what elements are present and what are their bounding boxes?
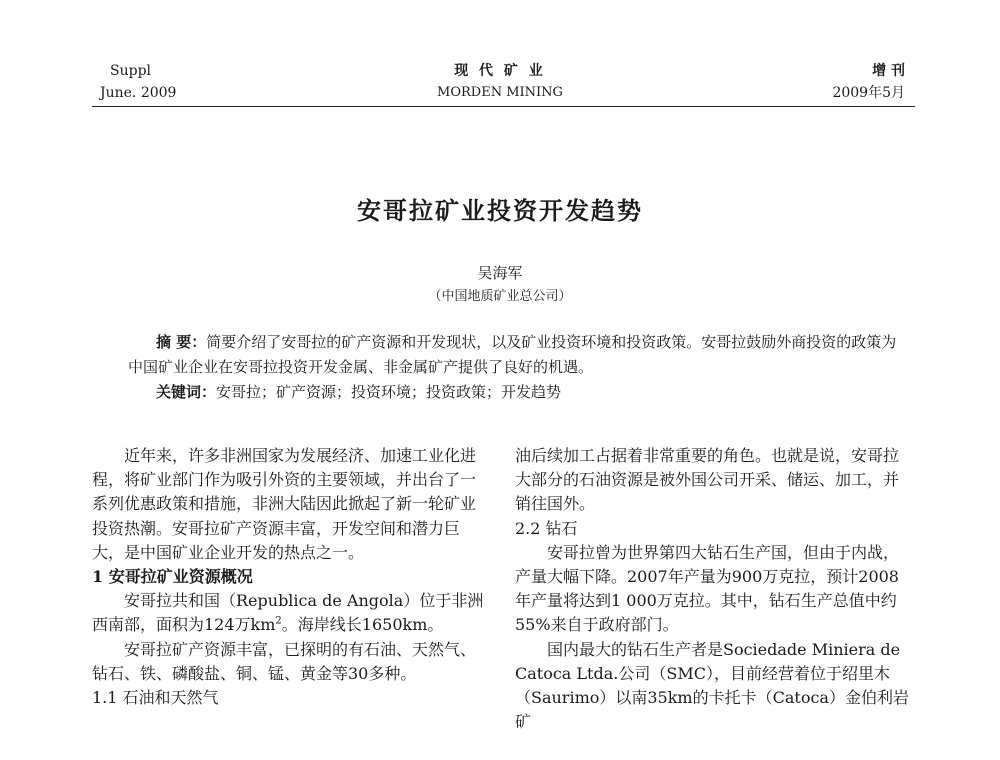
journal-name-en: MORDEN MINING: [437, 85, 563, 100]
header-issue-date: June. 2009: [100, 85, 177, 101]
subsection-heading: 1.1 石油和天然气: [92, 688, 219, 708]
subsection-heading: 2.2 钻石: [515, 518, 578, 538]
body-column-right: [515, 444, 910, 734]
keywords-text: 安哥拉；矿产资源；投资环境；投资政策；开发趋势: [216, 383, 562, 401]
paragraph: 国内最大的钻石生产者是Sociedade Miniera de Catoca Ltda.公司（SMC），目前经营着位于绍里木（Saurimo）以南35km的卡托卡（Catoca）金伯利岩矿: [515, 639, 909, 732]
header-date-cn: 2009年5月: [832, 85, 905, 101]
superscript: 2: [275, 616, 282, 628]
article-title: 安哥拉矿业投资开发趋势: [357, 196, 643, 225]
abstract-label: 摘 要：: [156, 333, 207, 351]
header-supplement: Suppl: [110, 63, 152, 79]
author-affiliation: （中国地质矿业总公司）: [428, 289, 572, 304]
section-heading: 1 安哥拉矿业资源概况: [92, 567, 253, 587]
header-supplement-cn: 增 刊: [872, 63, 905, 79]
paragraph: 安哥拉矿产资源丰富，已探明的有石油、天然气、钻石、铁、磷酸盐、铜、锰、黄金等30多种。: [92, 639, 477, 683]
article-author: 吴海军: [477, 264, 523, 282]
body-column-left: [92, 444, 487, 710]
paragraph: [92, 589, 487, 637]
paragraph: 近年来，许多非洲国家为发展经济、加速工业化进程，将矿业部门作为吸引外资的主要领域，并出台了一系列优惠政策和措施，非洲大陆因此掀起了新一轮矿业投资热潮。安哥拉矿产资源丰富，开发空间和潜力巨大，是中国矿业企业开发的热点之一。: [92, 446, 477, 562]
paragraph: 油后续加工占据着非常重要的角色。也就是说，安哥拉大部分的石油资源是被外国公司开采、储运、加工，并销往国外。: [515, 446, 900, 514]
abstract-text: 简要介绍了安哥拉的矿产资源和开发现状，以及矿业投资环境和投资政策。安哥拉鼓励外商投资的政策为中国矿业企业在安哥拉投资开发金属、非金属矿产提供了良好的机遇。: [128, 333, 897, 376]
keywords-label: 关键词：: [156, 383, 217, 401]
journal-name-cn: 现 代 矿 业: [454, 63, 546, 79]
paragraph-text: 安哥拉共和国（Republica de Angola）位于非洲西南部，面积为124万km: [92, 591, 484, 635]
paragraph-text: 。海岸线长1650km。: [281, 615, 444, 635]
abstract: [128, 330, 898, 405]
paragraph: 安哥拉曾为世界第四大钻石生产国，但由于内战，产量大幅下降。2007年产量为900万克拉，预计2008年产量将达到1 000万克拉。其中，钻石生产总值中约55%来自于政府部门。: [515, 542, 900, 635]
header-rule: [92, 106, 915, 107]
